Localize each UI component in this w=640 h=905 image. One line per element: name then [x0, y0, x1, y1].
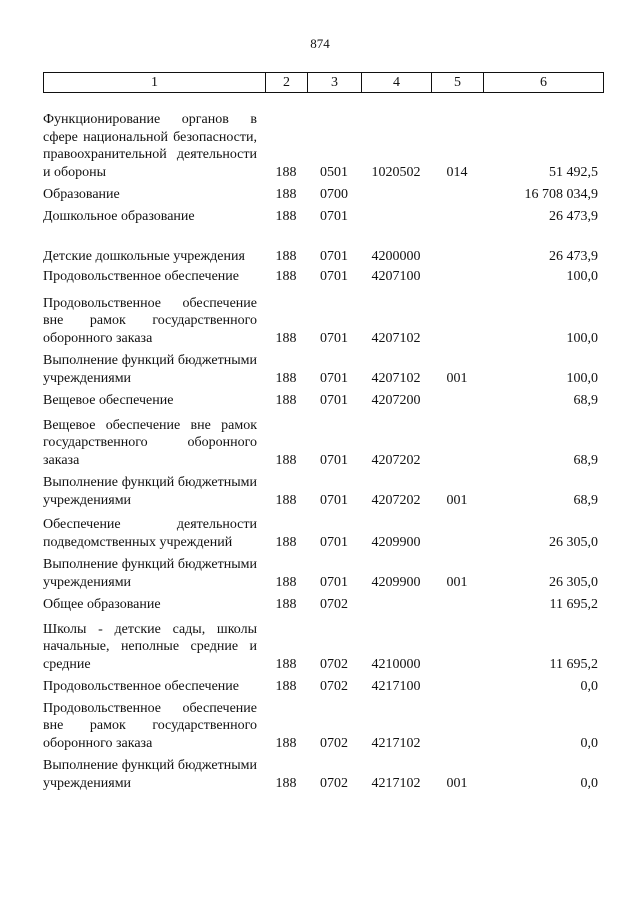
- row-name: Обеспечение деятельности подведомственных учреждений: [43, 517, 257, 550]
- table-row: [43, 551, 603, 591]
- row-section: 0702: [320, 735, 348, 751]
- table-row: [43, 225, 603, 265]
- table-row: [43, 387, 603, 409]
- row-amount: 100,0: [566, 330, 598, 346]
- row-name: Продовольственное обеспечение: [43, 268, 239, 284]
- row-section: 0702: [320, 678, 348, 694]
- row-amount: 0,0: [580, 735, 598, 751]
- row-type: 001: [446, 574, 468, 590]
- table-row: [43, 591, 603, 613]
- row-type: 001: [446, 492, 468, 508]
- row-code: 188: [275, 330, 297, 346]
- row-section: 0701: [320, 574, 348, 590]
- row-amount: 51 492,5: [549, 164, 598, 180]
- row-type: 001: [446, 775, 468, 791]
- row-section: 0701: [320, 392, 348, 408]
- row-name: Вещевое обеспечение вне рамок государственного оборонного заказа: [43, 417, 257, 468]
- column-header-6: 6: [484, 73, 604, 93]
- row-name: Продовольственное обеспечение вне рамок государственного оборонного заказа: [43, 700, 257, 751]
- row-code: 188: [275, 735, 297, 751]
- row-code: 188: [275, 656, 297, 672]
- row-amount: 11 695,2: [549, 656, 598, 672]
- row-section: 0701: [320, 208, 348, 224]
- row-code: 188: [275, 164, 297, 180]
- row-name: Продовольственное обеспечение: [43, 678, 239, 694]
- table-row: [43, 98, 603, 181]
- row-article: 4217100: [371, 678, 421, 694]
- row-section: 0700: [320, 186, 348, 202]
- row-amount: 68,9: [573, 452, 598, 468]
- row-code: 188: [275, 596, 297, 612]
- row-amount: 16 708 034,9: [524, 186, 598, 202]
- row-name: Дошкольное образование: [43, 208, 195, 224]
- table-row: [43, 673, 603, 695]
- column-header-row: [44, 73, 604, 93]
- table-row: [43, 409, 603, 469]
- table-row: [43, 203, 603, 225]
- row-name: Вещевое обеспечение: [43, 392, 174, 408]
- table-row: [43, 752, 603, 792]
- row-section: 0701: [320, 452, 348, 468]
- table-row: [43, 469, 603, 509]
- row-section: 0702: [320, 656, 348, 672]
- table-row: [43, 509, 603, 551]
- row-name: Школы - детские сады, школы начальные, неполные средние и средние: [43, 621, 257, 672]
- row-section: 0701: [320, 370, 348, 386]
- row-article: 4207202: [371, 492, 421, 508]
- row-amount: 11 695,2: [549, 596, 598, 612]
- row-code: 188: [275, 492, 297, 508]
- row-section: 0701: [320, 330, 348, 346]
- row-amount: 26 305,0: [549, 574, 598, 590]
- row-code: 188: [275, 678, 297, 694]
- row-section: 0702: [320, 775, 348, 791]
- row-name: Выполнение функций бюджетными учреждениями: [43, 758, 257, 791]
- row-article: 4209900: [371, 534, 421, 550]
- table-row: [43, 181, 603, 203]
- row-amount: 0,0: [580, 775, 598, 791]
- row-article: 4217102: [371, 735, 421, 751]
- row-code: 188: [275, 574, 297, 590]
- row-amount: 100,0: [566, 268, 598, 284]
- table-row: [43, 285, 603, 347]
- row-code: 188: [275, 208, 297, 224]
- row-code: 188: [275, 392, 297, 408]
- table-row: [43, 613, 603, 673]
- row-amount: 26 473,9: [549, 208, 598, 224]
- table-row: [43, 347, 603, 387]
- row-article: 4200000: [371, 248, 421, 264]
- row-code: 188: [275, 248, 297, 264]
- row-code: 188: [275, 452, 297, 468]
- row-name: Образование: [43, 186, 120, 202]
- row-code: 188: [275, 370, 297, 386]
- row-code: 188: [275, 534, 297, 550]
- row-amount: 26 305,0: [549, 534, 598, 550]
- row-amount: 68,9: [573, 492, 598, 508]
- row-name: Детские дошкольные учреждения: [43, 248, 245, 264]
- row-type: 001: [446, 370, 468, 386]
- row-article: 4210000: [371, 656, 421, 672]
- row-article: 4207102: [371, 370, 421, 386]
- row-article: 4207102: [371, 330, 421, 346]
- row-amount: 100,0: [566, 370, 598, 386]
- column-header-4: 4: [362, 73, 432, 93]
- row-article: 4207202: [371, 452, 421, 468]
- column-header-table: [43, 72, 604, 93]
- row-name: Функционирование органов в сфере национальной безопасности, правоохранительной деятельности и обороны: [43, 112, 257, 180]
- row-code: 188: [275, 186, 297, 202]
- row-section: 0501: [320, 164, 348, 180]
- table-row: [43, 265, 603, 285]
- row-article: 4217102: [371, 775, 421, 791]
- column-header-5: 5: [432, 73, 484, 93]
- row-section: 0701: [320, 492, 348, 508]
- row-article: 4209900: [371, 574, 421, 590]
- column-header-2: 2: [266, 73, 308, 93]
- row-name: Продовольственное обеспечение вне рамок государственного оборонного заказа: [43, 295, 257, 346]
- row-code: 188: [275, 268, 297, 284]
- row-section: 0701: [320, 268, 348, 284]
- page-number: 874: [310, 36, 330, 51]
- row-amount: 68,9: [573, 392, 598, 408]
- row-code: 188: [275, 775, 297, 791]
- budget-table-body: [43, 98, 603, 792]
- row-name: Выполнение функций бюджетными учреждениями: [43, 353, 257, 386]
- column-header-3: 3: [308, 73, 362, 93]
- row-section: 0702: [320, 596, 348, 612]
- row-amount: 0,0: [580, 678, 598, 694]
- table-row: [43, 695, 603, 752]
- row-name: Общее образование: [43, 596, 161, 612]
- row-amount: 26 473,9: [549, 248, 598, 264]
- row-section: 0701: [320, 248, 348, 264]
- row-type: 014: [446, 164, 468, 180]
- row-article: 4207200: [371, 392, 421, 408]
- row-section: 0701: [320, 534, 348, 550]
- row-name: Выполнение функций бюджетными учреждениями: [43, 557, 257, 590]
- row-article: 1020502: [371, 164, 421, 180]
- column-header-1: 1: [44, 73, 266, 93]
- row-name: Выполнение функций бюджетными учреждениями: [43, 475, 257, 508]
- row-article: 4207100: [371, 268, 421, 284]
